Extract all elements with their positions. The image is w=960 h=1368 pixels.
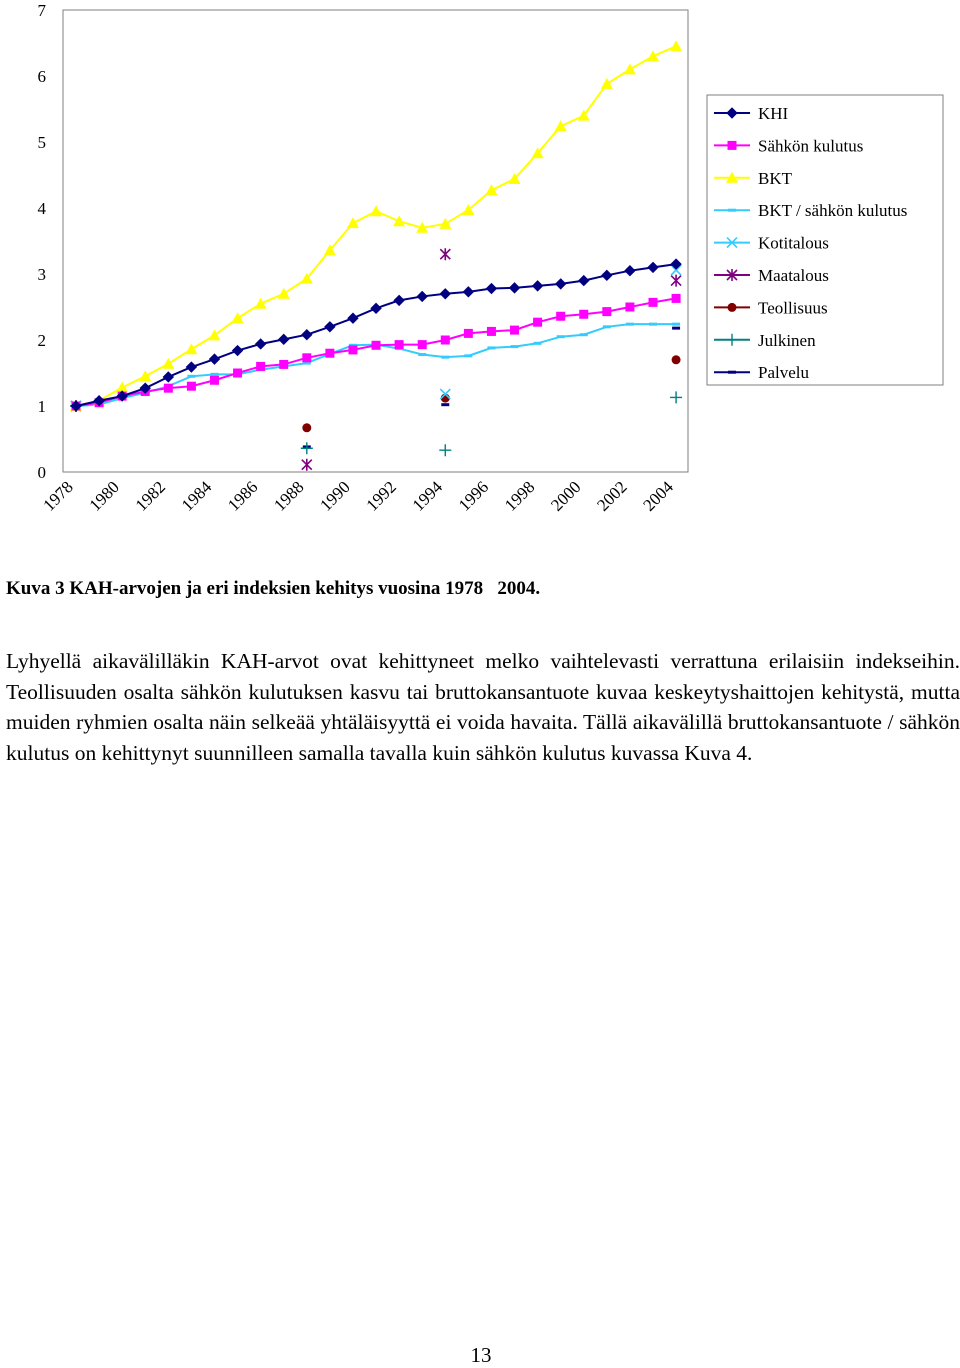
x-tick-label: 1996 xyxy=(454,477,493,515)
sähkön-kulutus-point xyxy=(164,384,173,393)
sähkön-kulutus-point xyxy=(372,341,381,350)
bkt-sähkön-kulutus-point xyxy=(672,323,680,326)
plot-area xyxy=(63,10,688,472)
sähkön-kulutus-point xyxy=(487,327,496,336)
teollisuus-point xyxy=(672,355,681,364)
bkt-sähkön-kulutus-point xyxy=(580,333,588,336)
y-axis xyxy=(38,1,47,482)
sähkön-kulutus-point xyxy=(556,312,565,321)
bkt-sähkön-kulutus-point xyxy=(487,346,495,349)
sähkön-kulutus-point xyxy=(187,382,196,391)
x-tick-label: 1980 xyxy=(85,477,123,515)
y-tick-label: 6 xyxy=(37,67,46,86)
bkt-sähkön-kulutus-point xyxy=(511,345,519,348)
bkt-sähkön-kulutus-point xyxy=(649,323,657,326)
y-tick-label: 4 xyxy=(37,199,46,218)
sähkön-kulutus-point xyxy=(210,376,219,385)
sähkön-kulutus-point xyxy=(510,326,519,335)
legend-label: Sähkön kulutus xyxy=(758,136,864,156)
x-tick-label: 1978 xyxy=(39,477,77,515)
figure-caption: Kuva 3 KAH-arvojen ja eri indeksien kehitys vuosina 1978 2004. xyxy=(6,578,541,599)
bkt-sähkön-kulutus-point xyxy=(626,323,634,326)
bkt-sähkön-kulutus-point xyxy=(210,373,218,376)
sähkön-kulutus-point xyxy=(441,336,450,345)
teollisuus-point xyxy=(302,423,311,432)
bkt-sähkön-kulutus-point xyxy=(603,325,611,328)
bkt-sähkön-kulutus-point xyxy=(557,335,565,338)
sähkön-kulutus-point xyxy=(672,294,681,303)
x-tick-label: 1994 xyxy=(408,477,447,515)
x-tick-label: 1982 xyxy=(131,477,170,515)
sähkön-kulutus-point xyxy=(302,353,311,362)
bkt-sähkön-kulutus-point xyxy=(418,353,426,356)
sähkön-kulutus-point xyxy=(395,340,404,349)
x-tick-label: 1990 xyxy=(316,477,354,515)
sähkön-kulutus-point xyxy=(579,310,588,319)
y-tick-label: 0 xyxy=(37,463,46,482)
legend-label: BKT xyxy=(758,168,792,188)
x-tick-label: 1998 xyxy=(500,477,539,515)
legend-sähkön-kulutus-point xyxy=(728,141,737,150)
y-tick-label: 3 xyxy=(37,265,46,284)
x-tick-label: 2002 xyxy=(593,477,631,515)
sähkön-kulutus-point xyxy=(649,298,658,307)
sähkön-kulutus-point xyxy=(533,318,542,327)
legend-palvelu-point xyxy=(728,371,736,374)
bkt-sähkön-kulutus-point xyxy=(464,354,472,357)
x-axis xyxy=(39,477,677,515)
x-tick-label: 2004 xyxy=(639,477,677,515)
y-tick-label: 7 xyxy=(37,1,46,20)
sähkön-kulutus-point xyxy=(348,345,357,354)
legend-label: BKT / sähkön kulutus xyxy=(758,201,908,221)
line-chart xyxy=(0,0,960,570)
sähkön-kulutus-point xyxy=(233,369,242,378)
y-tick-label: 1 xyxy=(37,397,46,416)
palvelu-point xyxy=(441,403,449,406)
y-tick-label: 2 xyxy=(37,331,46,350)
x-tick-label: 1988 xyxy=(270,477,308,515)
bkt-sähkön-kulutus-point xyxy=(534,342,542,345)
legend-teollisuus-point xyxy=(728,303,737,312)
x-tick-label: 1986 xyxy=(223,477,262,515)
x-tick-label: 2000 xyxy=(547,477,585,515)
legend-label: Kotitalous xyxy=(758,233,829,253)
sähkön-kulutus-point xyxy=(325,349,334,358)
sähkön-kulutus-point xyxy=(279,360,288,369)
legend-bkt-sähkön-kulutus-point xyxy=(728,209,736,212)
y-tick-label: 5 xyxy=(37,133,46,152)
sähkön-kulutus-point xyxy=(602,307,611,316)
legend-label: KHI xyxy=(758,104,789,123)
palvelu-point xyxy=(672,327,680,330)
legend-label: Maatalous xyxy=(758,266,829,285)
legend xyxy=(707,95,943,385)
legend-label: Julkinen xyxy=(758,330,816,350)
sähkön-kulutus-point xyxy=(256,362,265,371)
sähkön-kulutus-point xyxy=(625,303,634,312)
legend-label: Palvelu xyxy=(758,363,809,383)
legend-label: Teollisuus xyxy=(758,298,828,318)
bkt-sähkön-kulutus-point xyxy=(441,356,449,359)
x-tick-label: 1992 xyxy=(362,477,400,515)
body-paragraph: Lyhyellä aikavälilläkin KAH-arvot ovat kehittyneet melko vaihtelevasti verrattuna erilaisiin indekseihin. Teollisuuden osalta sähkön kulutuksen kasvu tai bruttokansantuote kuvaa keskeytyshaittojen kehitystä, mutta muiden ryhmien osalta näin selkeää yhtäläisyyttä ei voida havaita. Tällä aikavälillä bruttokansantuote / sähkön kulutus on kehittynyt suunnilleen samalla tavalla kuin sähkön kulutus kuvassa Kuva 4. xyxy=(6,649,960,765)
page-number: 13 xyxy=(470,1343,492,1367)
sähkön-kulutus-point xyxy=(418,340,427,349)
sähkön-kulutus-point xyxy=(464,329,473,338)
bkt-sähkön-kulutus-point xyxy=(187,375,195,378)
x-tick-label: 1984 xyxy=(177,477,216,515)
